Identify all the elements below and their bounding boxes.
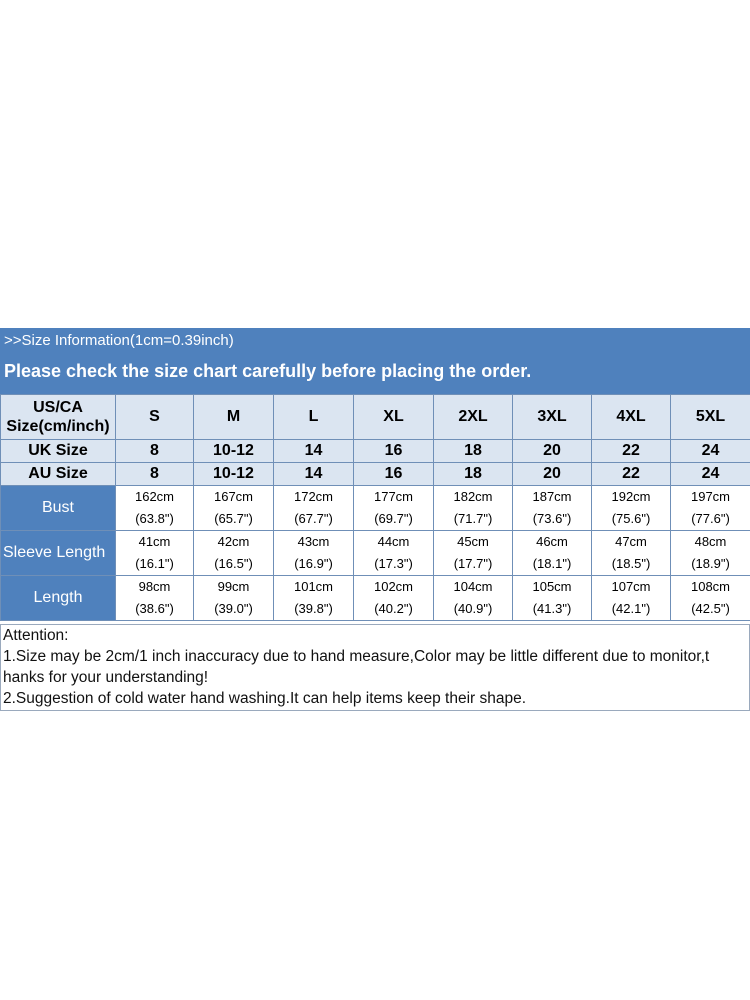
measurement-cell xyxy=(592,486,671,531)
au-size-row xyxy=(1,463,750,486)
au-size-cell: 16 xyxy=(354,463,434,486)
uk-size-cell: 22 xyxy=(592,440,671,463)
cm-value: 46cm xyxy=(536,534,568,549)
cm-value: 101cm xyxy=(293,579,334,594)
inch-value: (40.9") xyxy=(453,601,493,616)
measurement-cell xyxy=(513,531,592,576)
length-row xyxy=(1,576,750,621)
inch-value: (18.9") xyxy=(691,556,730,571)
measurement-cell xyxy=(513,576,592,621)
inch-value: (73.6") xyxy=(532,511,572,526)
measurement-cell xyxy=(354,486,434,531)
uk-size-cell: 10-12 xyxy=(194,440,274,463)
cm-value: 102cm xyxy=(373,579,414,594)
cm-value: 172cm xyxy=(293,489,334,504)
measurement-cell xyxy=(354,531,434,576)
size-notice: Please check the size chart carefully before placing the order. xyxy=(4,361,532,381)
uk-size-cell: 24 xyxy=(671,440,750,463)
cm-value: 98cm xyxy=(138,579,171,594)
cm-value: 167cm xyxy=(213,489,254,504)
inch-value: (42.5") xyxy=(691,601,730,616)
cm-value: 192cm xyxy=(611,489,651,504)
cm-value: 104cm xyxy=(453,579,493,594)
measurement-cell xyxy=(116,576,194,621)
size-info-title: >>Size Information(1cm=0.39inch) xyxy=(4,332,234,349)
au-size-cell: 18 xyxy=(434,463,513,486)
cm-value: 162cm xyxy=(134,489,175,504)
uk-size-cell: 14 xyxy=(274,440,354,463)
inch-value: (75.6") xyxy=(611,511,651,526)
cm-value: 107cm xyxy=(611,579,651,594)
measurement-cell xyxy=(194,531,274,576)
inch-value: (38.6") xyxy=(135,601,174,616)
note-line-1a: 1.Size may be 2cm/1 inch inaccuracy due to hand measure,Color may be little different due to monitor,t xyxy=(3,648,710,665)
corner-label-line2: Size(cm/inch) xyxy=(6,418,110,435)
inch-value: (69.7") xyxy=(374,511,413,526)
size-table xyxy=(0,394,750,621)
measurement-cell xyxy=(274,486,354,531)
us-size-cell: 4XL xyxy=(592,395,671,440)
uk-size-cell: 16 xyxy=(354,440,434,463)
measurement-cell xyxy=(116,531,194,576)
us-size-cell: S xyxy=(116,395,194,440)
measurement-cell xyxy=(513,486,592,531)
inch-value: (41.3") xyxy=(532,601,572,616)
measurement-cell xyxy=(671,576,750,621)
us-size-cell: L xyxy=(274,395,354,440)
au-size-cell: 22 xyxy=(592,463,671,486)
measurement-cell xyxy=(116,486,194,531)
cm-value: 42cm xyxy=(217,534,250,549)
cm-value: 43cm xyxy=(297,534,330,549)
cm-value: 187cm xyxy=(532,489,572,504)
uk-size-row xyxy=(1,440,750,463)
us-size-cell: M xyxy=(194,395,274,440)
us-size-cell: 3XL xyxy=(513,395,592,440)
inch-value: (42.1") xyxy=(611,601,651,616)
inch-value: (71.7") xyxy=(453,511,493,526)
attention-notes xyxy=(0,624,750,711)
au-size-label: AU Size xyxy=(1,463,116,486)
uk-size-cell: 18 xyxy=(434,440,513,463)
uk-size-cell: 20 xyxy=(513,440,592,463)
measurement-cell xyxy=(274,531,354,576)
size-chart xyxy=(0,328,750,711)
cm-value: 105cm xyxy=(532,579,572,594)
inch-value: (63.8") xyxy=(135,511,174,526)
us-size-cell: 5XL xyxy=(671,395,750,440)
cm-value: 197cm xyxy=(690,489,731,504)
bust-label: Bust xyxy=(1,486,116,531)
note-line-1b: hanks for your understanding! xyxy=(3,669,209,686)
inch-value: (39.0") xyxy=(214,601,253,616)
measurement-cell xyxy=(194,486,274,531)
uk-size-label: UK Size xyxy=(1,440,116,463)
inch-value: (17.7") xyxy=(453,556,493,571)
cm-value: 48cm xyxy=(694,534,727,549)
cm-value: 41cm xyxy=(138,534,171,549)
au-size-cell: 20 xyxy=(513,463,592,486)
measurement-cell xyxy=(434,576,513,621)
inch-value: (17.3") xyxy=(374,556,413,571)
au-size-cell: 10-12 xyxy=(194,463,274,486)
note-line-2: 2.Suggestion of cold water hand washing.It can help items keep their shape. xyxy=(3,690,527,707)
sleeve-length-label: Sleeve Length xyxy=(1,531,116,576)
au-size-cell: 24 xyxy=(671,463,750,486)
length-label: Length xyxy=(1,576,116,621)
inch-value: (65.7") xyxy=(214,511,253,526)
us-size-cell: XL xyxy=(354,395,434,440)
measurement-cell xyxy=(592,576,671,621)
inch-value: (16.9") xyxy=(294,556,333,571)
measurement-cell xyxy=(274,576,354,621)
cm-value: 47cm xyxy=(615,534,647,549)
cm-value: 99cm xyxy=(217,579,250,594)
inch-value: (67.7") xyxy=(294,511,333,526)
us-size-cell: 2XL xyxy=(434,395,513,440)
inch-value: (77.6") xyxy=(691,511,730,526)
attention-title: Attention: xyxy=(3,627,69,644)
inch-value: (18.1") xyxy=(532,556,572,571)
corner-label-line1: US/CA xyxy=(33,399,83,416)
inch-value: (16.1") xyxy=(135,556,174,571)
measurement-cell xyxy=(194,576,274,621)
cm-value: 44cm xyxy=(377,534,410,549)
inch-value: (16.5") xyxy=(214,556,253,571)
measurement-cell xyxy=(592,531,671,576)
uk-size-cell: 8 xyxy=(116,440,194,463)
cm-value: 45cm xyxy=(457,534,489,549)
sleeve-length-row xyxy=(1,531,750,576)
au-size-cell: 8 xyxy=(116,463,194,486)
bust-row xyxy=(1,486,750,531)
corner-label xyxy=(1,395,116,440)
cm-value: 177cm xyxy=(373,489,414,504)
cm-value: 182cm xyxy=(453,489,493,504)
chart-header xyxy=(0,328,750,394)
inch-value: (40.2") xyxy=(374,601,413,616)
inch-value: (18.5") xyxy=(611,556,651,571)
us-size-row xyxy=(1,395,750,440)
cm-value: 108cm xyxy=(690,579,731,594)
measurement-cell xyxy=(434,531,513,576)
inch-value: (39.8") xyxy=(294,601,333,616)
measurement-cell xyxy=(671,486,750,531)
measurement-cell xyxy=(434,486,513,531)
measurement-cell xyxy=(354,576,434,621)
measurement-cell xyxy=(671,531,750,576)
au-size-cell: 14 xyxy=(274,463,354,486)
